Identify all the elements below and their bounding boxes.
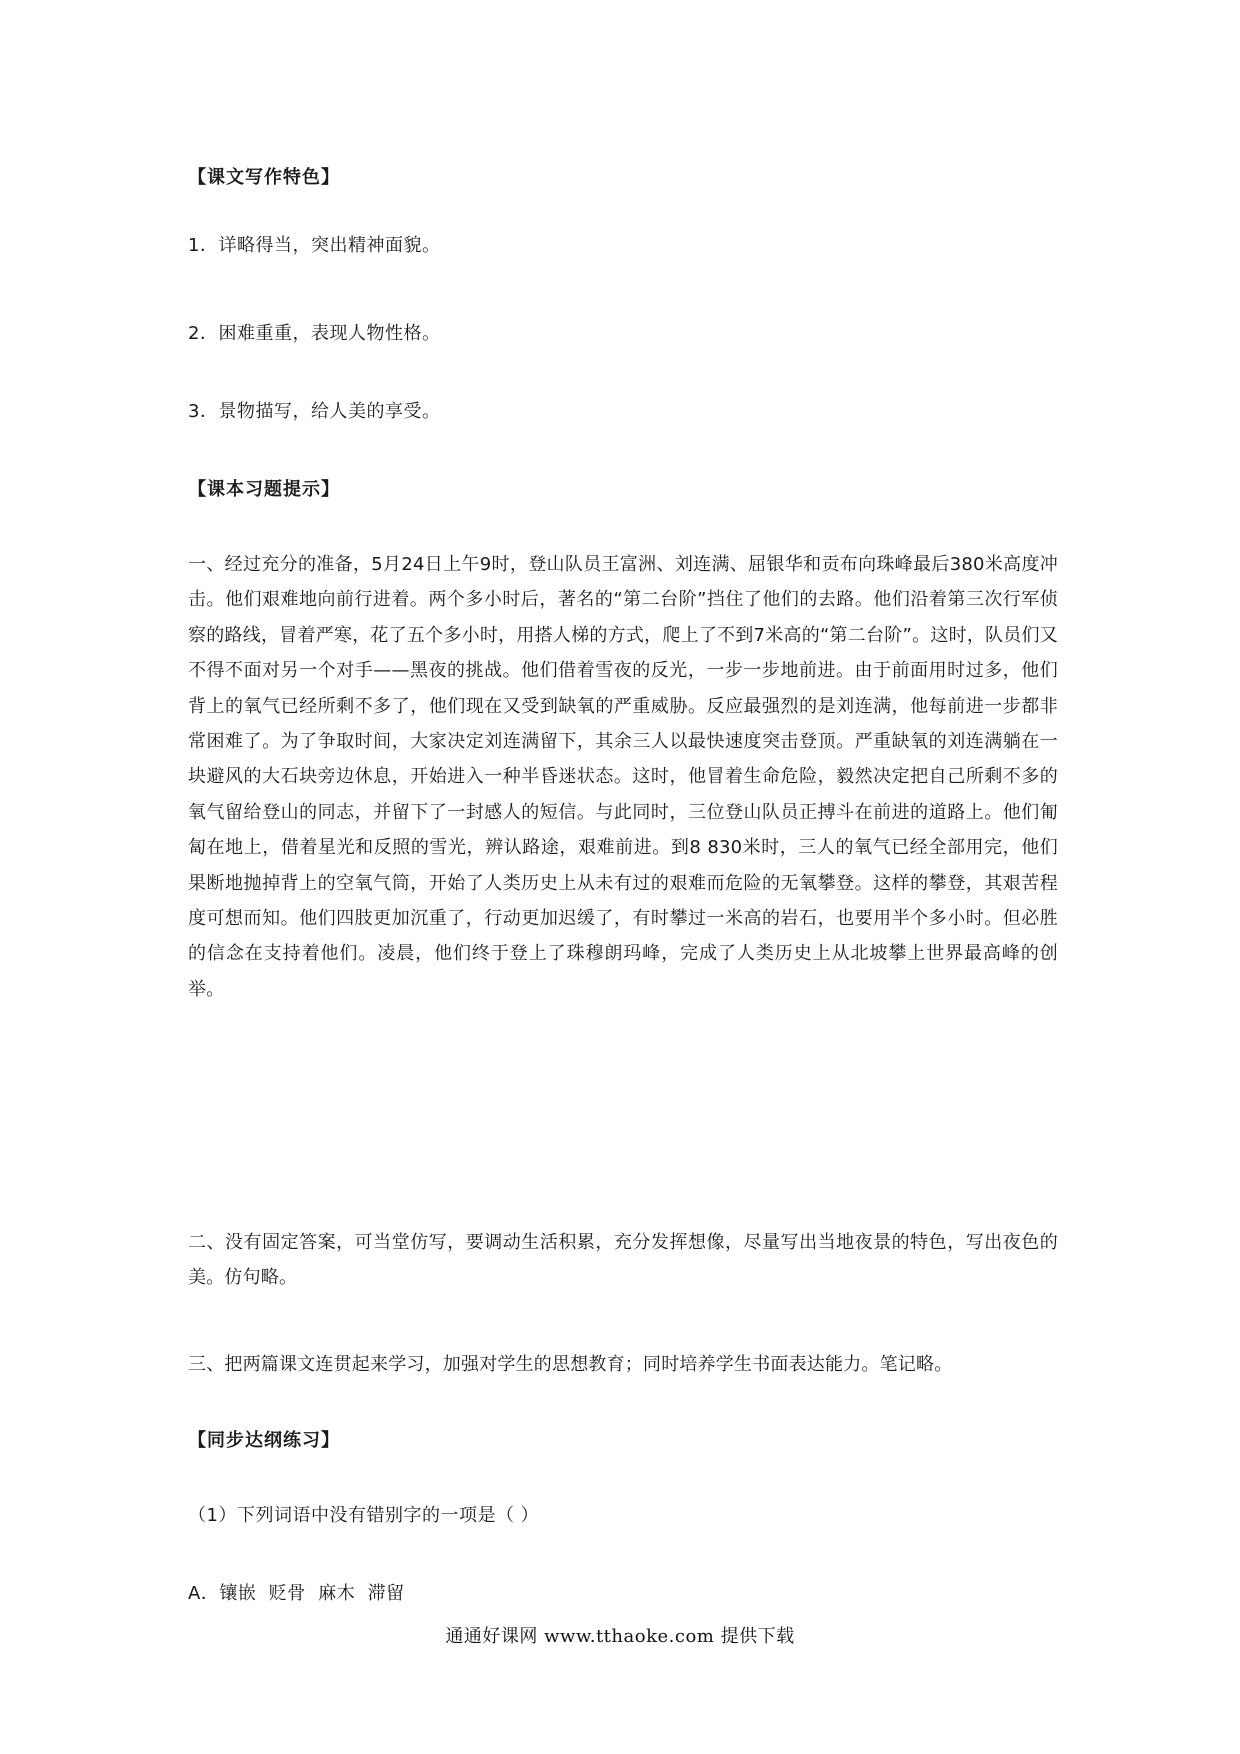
question-1: （1）下列词语中没有错别字的一项是（ ）	[188, 1505, 540, 1526]
answer-paragraph-1: 一、经过充分的准备，5月24日上午9时，登山队员王富洲、刘连满、屈银华和贡布向珠峰最后380米高度冲击。他们艰难地向前行进着。两个多小时后，著名的“第二台阶”挡住了他们的去路。他们沿着第三次行军侦察的路线，冒着严寒，花了五个多小时，用搭人梯的方式，爬上了不到7米高的“第二台阶”。这时，队员们又不得不面对另一个对手——黑夜的挑战。他们借着雪夜的反光，一步一步地前进。由于前面用时过多，他们背上的氧气已经所剩不多了，他们现在又受到缺氧的严重威胁。反应最强烈的是刘连满，他每前进一步都非常困难了。为了争取时间，大家决定刘连满留下，其余三人以最快速度突击登顶。严重缺氧的刘连满躺在一块避风的大石块旁边休息，开始进入一种半昏迷状态。这时，他冒着生命危险，毅然决定把自己所剩不多的氧气留给登山的同志，并留下了一封感人的短信。与此同时，三位登山队员正搏斗在前进的道路上。他们匍匐在地上，借着星光和反照的雪光，辨认路途，艰难前进。到8 830米时，三人的氧气已经全部用完，他们果断地抛掉背上的空氧气筒，开始了人类历史上从未有过的艰难而危险的无氧攀登。这样的攀登，其艰苦程度可想而知。他们四肢更加沉重了，行动更加迟缓了，有时攀过一米高的岩石，也要用半个多小时。但必胜的信念在支持着他们。凌晨，他们终于登上了珠穆朗玛峰，完成了人类历史上从北坡攀上世界最高峰的创举。	[188, 554, 1058, 1000]
answer-paragraph-2: 二、没有固定答案，可当堂仿写，要调动生活积累，充分发挥想像，尽量写出当地夜景的特色，写出夜色的美。仿句略。	[188, 1232, 1058, 1289]
feature-item-3: 3．景物描写，给人美的享受。	[188, 401, 441, 422]
answer-paragraph-3: 三、把两篇课文连贯起来学习，加强对学生的思想教育；同时培养学生书面表达能力。笔记略。	[188, 1354, 953, 1375]
option-a: A．镶嵌 贬骨 麻木 滞留	[188, 1583, 405, 1604]
heading-practice: 【同步达纲练习】	[188, 1430, 340, 1451]
heading-exercise-hints: 【课本习题提示】	[188, 479, 340, 500]
footer-download-notice: 通通好课网 www.tthaoke.com 提供下载	[445, 1626, 795, 1647]
feature-item-2: 2．困难重重，表现人物性格。	[188, 323, 441, 344]
feature-item-1: 1．详略得当，突出精神面貌。	[188, 235, 441, 256]
heading-writing-features: 【课文写作特色】	[188, 167, 340, 188]
